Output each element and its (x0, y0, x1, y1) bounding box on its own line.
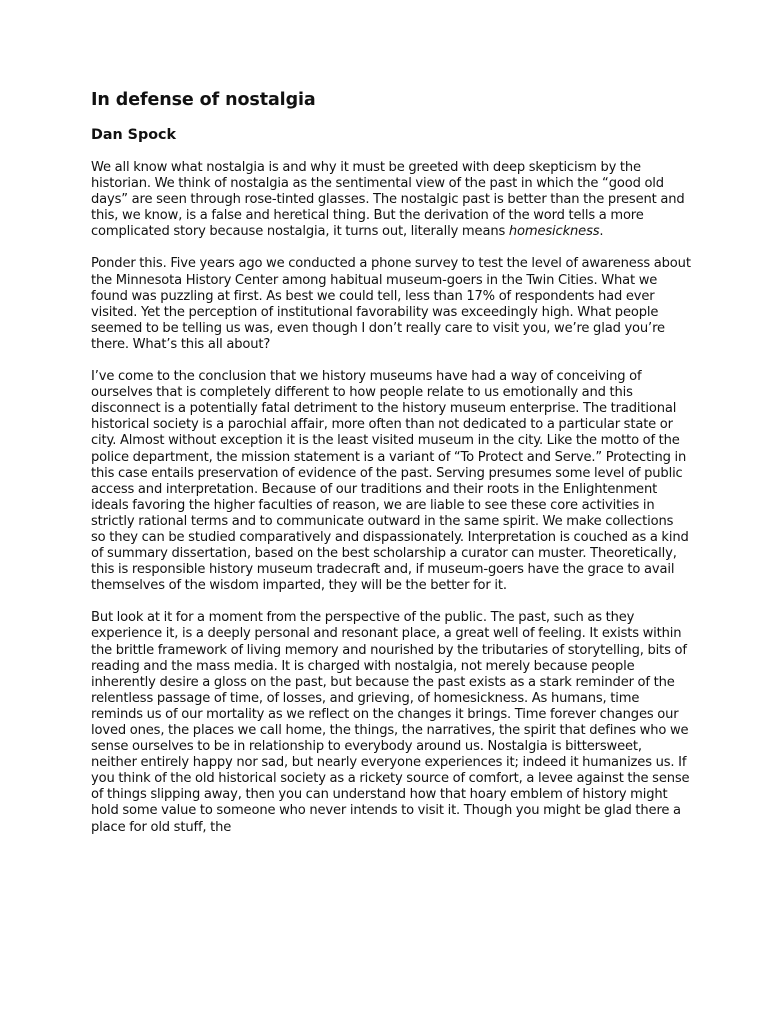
paragraph-1-italic-term: homesickness (508, 224, 600, 240)
paragraph-3: I’ve come to the conclusion that we history museums have had a way of conceiving of ourselves that is completely different to how people relate to us emotionally and this disconnect is a potentially fatal detriment to the history museum enterprise. The traditional historical society is a parochial affair, more often than not dedicated to a particular state or city. Almost without exception it is the least visited museum in the city. Like the motto of the police department, the mission statement is a variant of “To Protect and Serve.” Protecting in this case entails preservation of evidence of the past. Serving presumes some level of public access and interpretation. Because of our traditions and their roots in the Enlightenment ideals favoring the higher faculties of reason, we are liable to see these core activities in strictly rational terms and to communicate outward in the same spirit. We make collections so they can be studied comparatively and dispassionately. Interpretation is couched as a kind of summary dissertation, based on the best scholarship a curator can muster. Theoretically, this is responsible history museum tradecraft and, if museum-goers have the grace to avail themselves of the wisdom imparted, they will be the better for it. (91, 369, 689, 594)
document-page (91, 89, 691, 852)
document-title: In defense of nostalgia (91, 90, 316, 110)
paragraph-1-text: We all know what nostalgia is and why it must be greeted with deep skepticism by the historian. We think of nostalgia as the sentimental view of the past in which the “good old days” are seen through rose-tinted glasses. The nostalgic past is better than the present and this, we know, is a false and heretical thing. But the derivation of the word tells a more complicated story because nostalgia, it turns out, literally means (91, 160, 685, 240)
author-name: Dan Spock (91, 127, 177, 143)
paragraph-1-end: . (599, 224, 604, 240)
paragraph-4: But look at it for a moment from the perspective of the public. The past, such as they experience it, is a deeply personal and resonant place, a great well of feeling. It exists within the brittle framework of living memory and nourished by the tributaries of storytelling, bits of reading and the mass media. It is charged with nostalgia, not merely because people inherently desire a gloss on the past, but because the past exists as a stark reminder of the relentless passage of time, of losses, and grieving, of homesickness. As humans, time reminds us of our mortality as we reflect on the changes it brings. Time forever changes our loved ones, the places we call home, the things, the narratives, the spirit that defines who we sense ourselves to be in relationship to everybody around us. Nostalgia is bittersweet, neither entirely happy nor sad, but nearly everyone experiences it; indeed it humanizes us. If you think of the old historical society as a rickety source of comfort, a levee against the sense of things slipping away, then you can understand how that hoary emblem of history might hold some value to someone who never intends to visit it. Though you might be glad there a place for old stuff, the (91, 610, 690, 835)
paragraph-2: Ponder this. Five years ago we conducted a phone survey to test the level of awareness about the Minnesota History Center among habitual museum-goers in the Twin Cities. What we found was puzzling at first. As best we could tell, less than 17% of respondents had ever visited. Yet the perception of institutional favorability was exceedingly high. What people seemed to be telling us was, even though I don’t really care to visit you, we’re glad you’re there. What’s this all about? (91, 256, 691, 352)
paragraph-1 (91, 160, 691, 240)
